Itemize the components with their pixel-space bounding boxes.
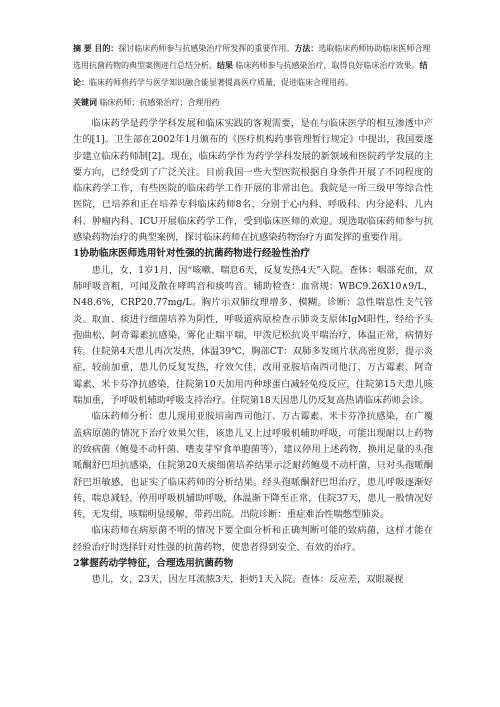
section-1-summary-paragraph: 临床药师在病原菌不明的情况下要全面分析和正确判断可能的致病菌，这样才能在经验治疗时选择针对性强的抗菌药物，使患者得到安全、有效的治疗。 [73, 525, 433, 553]
abstract [73, 40, 433, 91]
abstract-objective: 探讨临床药师参与抗感染治疗所发挥的重要作用。 [118, 44, 295, 53]
keywords-text: 临床药师；抗感染治疗；合理用药 [99, 98, 220, 107]
section-2-heading: 2掌握药动学特征，合理选用抗菌药物 [73, 558, 234, 570]
method-label: 方法： [294, 43, 319, 53]
keywords [73, 96, 433, 109]
abstract-result: 临床药师参与抗感染治疗，取得良好临床治疗效果。 [235, 61, 420, 70]
abstract-conclusion: 临床药师将药学与医学知识融合能显著提高医疗质量，促进临床合理用药。 [89, 78, 353, 87]
section-2-case-paragraph: 患儿，女，23天，因左耳流脓3天，拒奶1天入院。查体：反应差，双眼凝视 [91, 574, 404, 586]
section-1-analysis-paragraph: 临床药师分析：患儿现用亚胺培南西司他汀、万古霉素、米卡芬净抗感染，在广覆盖病原菌的情况下治疗效果欠佳，该患儿又上过呼吸机辅助呼吸，可能出现耐以上药物的致病菌（鲍曼不动杆菌、嗜麦芽窄食单胞菌等），建议停用上述药物，换用足量的头孢哌酮舒巴坦抗感染，住院第20天痰细菌培养结果示泛耐药鲍曼不动杆菌，只对头孢哌酮舒巴坦敏感，也证实了临床药师的分析结果。经头孢哌酮舒巴坦治疗，患儿呼吸逐渐好转，喘息减轻，停用呼吸机辅助呼吸，体温渐下降至正常，住院37天，患儿一般情况好转，无发绀，咳喘明显缓解，带药出院。出院诊断：重症难治性喘憋型肺炎。 [73, 411, 433, 521]
intro-paragraph: 临床药学是药学学科发展和临床实践的客观需要，是在与临床医学的相互渗透中产生的[1]。卫生部在2002年1月颁布的《医疗机构药事管理暂行规定》中提出，我国要逐步建立临床药师制[2]。现在，临床药学作为药学学科发展的新领域和医院药学发展的主要方向，已经受到了广泛关注。目前我国一些大型医院根据自身条件开展了不同程度的临床药学工作，有些医院的临床药学工作开展的非常出色。我院是一所三级甲等综合性医院，已培养和正在培养专科临床药师8名，分别于心内科、呼吸科、内分泌科、儿内科、肿瘤内科、ICU开展临床药学工作，受到临床医师的欢迎。现选取临床药师参与抗感染药物治疗的典型案例，探讨临床药师在抗感染药物治疗方面发挥的重要作用。 [73, 118, 433, 244]
objective-label: 目的： [94, 43, 119, 53]
conclusion-label: 结论： [73, 60, 428, 87]
keywords-label: 关键词 [73, 97, 97, 107]
abstract-label: 摘 要 [73, 43, 92, 53]
section-1-case-paragraph: 患儿，女，1岁1月，因“咳嗽、喘息6天，反复发热4天”入院。查体：咽部充血，双肺呼吸音粗，可闻及散在哮鸣音和痰鸣音。辅助检查：血常规：WBC9.26X10∧9/L，N48.6%，CRP20.77mg/L。胸片示双肺纹理增多、模糊。诊断：急性喘息性支气管炎。取血、痰进行细菌培养为阴性，呼吸道病原检查示肺炎支原体IgM阳性，经给予头孢曲松、阿奇霉素抗感染，雾化止喘平喘，甲泼尼松抗炎平喘治疗，体温正常，病情好转。住院第4天患儿再次发热，体温39℃，胸部CT：双肺多发斑片状高密度影，提示炎症，较前加重，患儿仍反复发热，疗效欠佳，改用亚胺培南西司他汀、万古霉素、阿奇霉素、米卡芬净抗感染，住院第10天加用丙种球蛋白减轻免疫反应，住院第15天患儿咳喘加重，予呼吸机辅助呼吸支持治疗。住院第18天因患儿仍反复高热请临床药师会诊。 [73, 264, 433, 407]
result-label: 结果 [217, 60, 233, 70]
section-1-heading: 1协助临床医师选用针对性强的抗菌药物进行经验性治疗 [73, 248, 310, 260]
article-body [73, 116, 433, 589]
abstract-method: 选取临床药师协助临床医师合理选用抗菌药物的典型案例进行总结分析。 [73, 44, 431, 70]
